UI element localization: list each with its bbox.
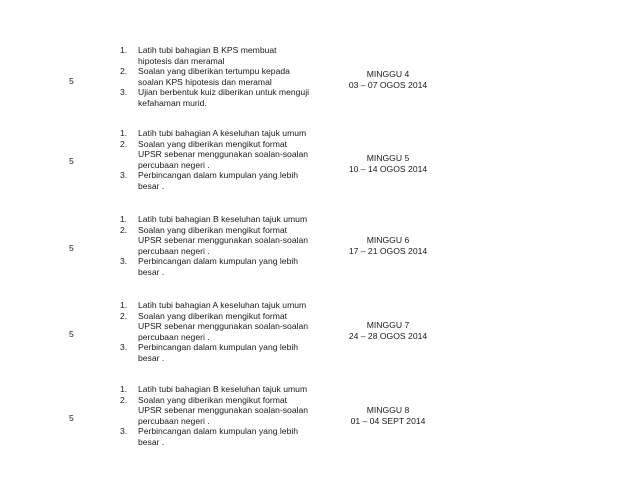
item-marker: 1. [120, 300, 128, 310]
week-cell [300, 405, 476, 426]
item-line: besar . [138, 352, 165, 363]
item-line: Perbincangan dalam kumpulan yang lebih [138, 170, 299, 181]
activity-item [120, 256, 320, 277]
item-line: UPSR sebenar menggunakan soalan-soalan [138, 235, 309, 246]
item-marker: 3. [120, 256, 128, 267]
activity-item [120, 139, 320, 171]
item-line: besar . [138, 266, 165, 277]
week-dates: 01 – 04 SEPT 2014 [350, 415, 426, 426]
item-marker: 3. [120, 170, 128, 181]
row-number: 5 [69, 243, 74, 253]
item-line: soalan KPS hipotesis dan meramal [138, 76, 272, 87]
activity-item [120, 342, 320, 363]
item-marker: 3. [120, 342, 128, 353]
item-line: Soalan yang diberikan tertumpu kepada [138, 66, 290, 77]
activity-item [120, 128, 320, 139]
week-label: MINGGU 6 [366, 235, 410, 245]
item-line: Soalan yang diberikan mengikut format [138, 310, 288, 321]
activity-item [120, 170, 320, 191]
activity-item [120, 66, 320, 87]
week-dates: 03 – 07 OGOS 2014 [348, 79, 428, 90]
activity-item [120, 87, 320, 108]
item-marker: 3. [120, 87, 128, 98]
item-marker: 2. [120, 310, 128, 321]
item-marker: 2. [120, 66, 128, 77]
item-marker: 2. [120, 138, 128, 149]
item-line: besar . [138, 436, 165, 447]
week-cell [300, 235, 476, 256]
row-number: 5 [69, 76, 74, 86]
item-marker: 1. [120, 384, 128, 394]
item-marker: 1. [120, 45, 128, 55]
item-line: Soalan yang diberikan mengikut format [138, 224, 288, 235]
item-line: percubaan negeri . [138, 159, 210, 170]
week-cell [300, 320, 476, 341]
activity-list [120, 384, 320, 448]
item-marker: 2. [120, 224, 128, 235]
row-number: 5 [69, 156, 74, 166]
item-line: Soalan yang diberikan mengikut format [138, 394, 288, 405]
item-marker: 2. [120, 394, 128, 405]
activity-item [120, 45, 320, 66]
item-line: UPSR sebenar menggunakan soalan-soalan [138, 405, 309, 416]
item-line: Latih tubi bahagian B keseluhan tajuk umum [138, 214, 308, 224]
activity-item [120, 311, 320, 343]
item-line: Perbincangan dalam kumpulan yang lebih [138, 342, 299, 353]
item-line: percubaan negeri . [138, 415, 210, 426]
item-line: UPSR sebenar menggunakan soalan-soalan [138, 149, 309, 160]
item-marker: 1. [120, 128, 128, 138]
item-line: Latih tubi bahagian A keseluhan tajuk umum [138, 128, 307, 138]
activity-list [120, 300, 320, 364]
item-line: Latih tubi bahagian B keseluhan tajuk umum [138, 384, 308, 394]
activity-list [120, 214, 320, 278]
item-line: Perbincangan dalam kumpulan yang lebih [138, 256, 299, 267]
item-marker: 3. [120, 426, 128, 437]
week-label: MINGGU 8 [366, 405, 410, 415]
activity-item [120, 426, 320, 447]
week-label: MINGGU 4 [366, 69, 410, 79]
item-line: hipotesis dan meramal [138, 55, 225, 66]
week-label: MINGGU 7 [366, 320, 410, 330]
item-line: percubaan negeri . [138, 245, 210, 256]
activity-item [120, 384, 320, 395]
activity-list [120, 45, 320, 109]
week-cell [300, 69, 476, 90]
item-line: Soalan yang diberikan mengikut format [138, 138, 288, 149]
activity-item [120, 214, 320, 225]
week-label: MINGGU 5 [366, 153, 410, 163]
activity-list [120, 128, 320, 192]
week-dates: 10 – 14 OGOS 2014 [348, 163, 428, 174]
item-line: Latih tubi bahagian B KPS membuat [138, 45, 277, 55]
item-line: besar . [138, 180, 165, 191]
activity-item [120, 395, 320, 427]
week-dates: 17 – 21 OGOS 2014 [348, 245, 428, 256]
row-number: 5 [69, 329, 74, 339]
item-line: Ujian berbentuk kuiz diberikan untuk menguji [138, 87, 310, 98]
item-line: percubaan negeri . [138, 331, 210, 342]
item-line: Perbincangan dalam kumpulan yang lebih [138, 426, 299, 437]
week-cell [300, 153, 476, 174]
item-marker: 1. [120, 214, 128, 224]
item-line: kefahaman murid. [138, 97, 207, 108]
activity-item [120, 300, 320, 311]
row-number: 5 [69, 413, 74, 423]
week-dates: 24 – 28 OGOS 2014 [348, 330, 428, 341]
activity-item [120, 225, 320, 257]
item-line: UPSR sebenar menggunakan soalan-soalan [138, 321, 309, 332]
item-line: Latih tubi bahagian A keseluhan tajuk umum [138, 300, 307, 310]
